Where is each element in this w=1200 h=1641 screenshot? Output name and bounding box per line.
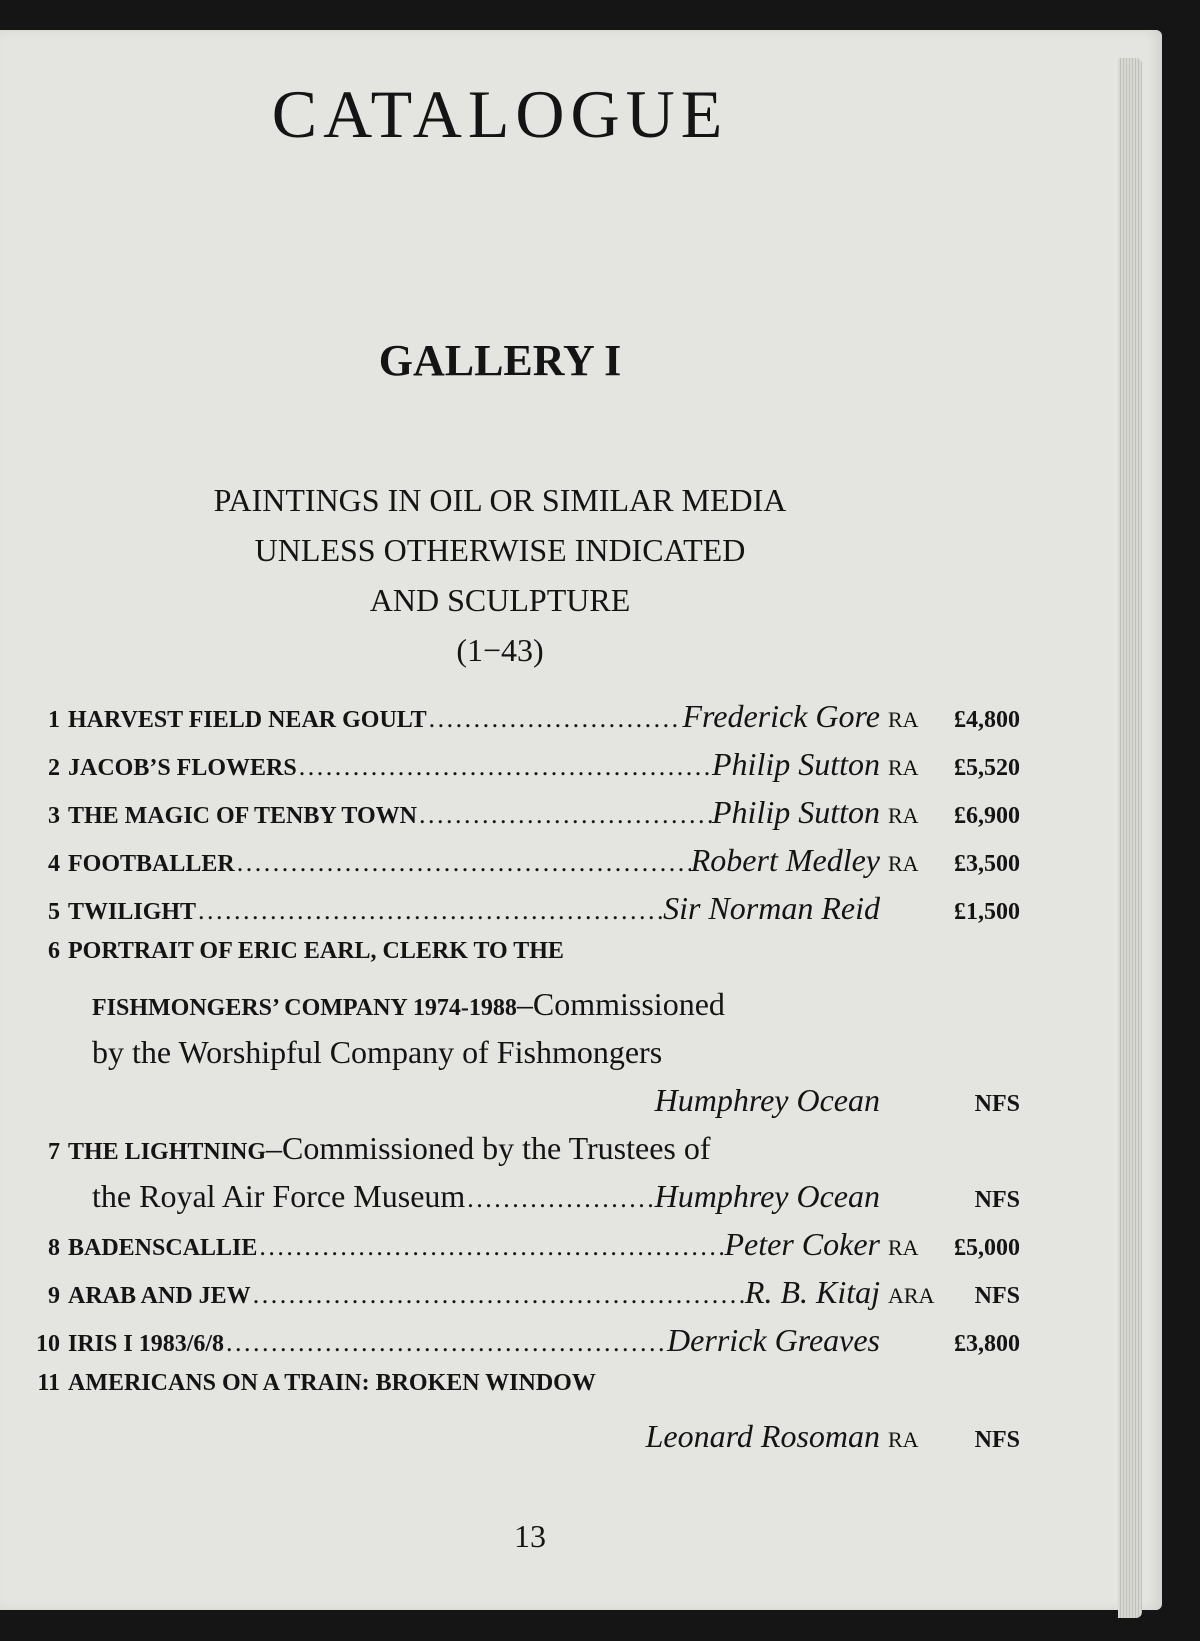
entry-price: £1,500 (954, 899, 1020, 925)
entry-artist: Derrick Greaves (667, 1322, 880, 1358)
entry-number: 8 (48, 1235, 60, 1261)
dot-leader (251, 1280, 745, 1310)
entry-rank: RA (888, 851, 919, 876)
list-item-continuation (92, 1418, 1020, 1462)
entry-artist: Frederick Gore (682, 698, 880, 734)
entry-artist: R. B. Kitaj (744, 1274, 880, 1310)
page-title: CATALOGUE (271, 76, 729, 152)
list-item (30, 698, 1020, 742)
list-item (30, 794, 1020, 838)
entry-rank: RA (888, 755, 919, 780)
entry-rank: RA (888, 1427, 919, 1452)
dot-leader (417, 800, 712, 830)
entry-note: by the Worshipful Company of Fishmongers (92, 1034, 663, 1070)
entry-note: –Commissioned (516, 986, 725, 1022)
entry-number: 4 (48, 851, 60, 877)
list-item (30, 1322, 1020, 1366)
dot-leader (427, 704, 683, 734)
entry-artist: Peter Coker (724, 1226, 880, 1262)
entry-number: 5 (48, 899, 60, 925)
list-item (30, 890, 1020, 934)
list-item (30, 938, 1020, 982)
dot-leader (465, 1184, 654, 1214)
subtitle-line: (1−43) (456, 632, 544, 668)
entry-title: THE MAGIC OF TENBY TOWN (68, 803, 417, 829)
list-item-continuation (92, 1082, 1020, 1126)
entry-price: £6,900 (954, 803, 1020, 829)
entry-artist: Philip Sutton (712, 794, 880, 830)
list-item (30, 1274, 1020, 1318)
entry-title: HARVEST FIELD NEAR GOULT (68, 707, 427, 733)
entry-price: NFS (974, 1187, 1020, 1213)
entry-rank: RA (888, 1235, 919, 1260)
entry-title: IRIS I 1983/6/8 (68, 1331, 225, 1357)
entry-price: £3,500 (954, 851, 1020, 877)
entry-number: 11 (37, 1370, 60, 1396)
list-item (30, 842, 1020, 886)
gallery-heading: GALLERY I (378, 336, 622, 385)
entry-title: THE LIGHTNING (68, 1139, 267, 1165)
entry-artist: Sir Norman Reid (663, 890, 880, 926)
list-item-continuation (92, 1034, 1020, 1078)
entry-artist: Leonard Rosoman (645, 1418, 880, 1454)
entry-price: NFS (974, 1091, 1020, 1117)
dot-leader (257, 1232, 724, 1262)
entry-artist: Humphrey Ocean (654, 1082, 880, 1118)
entry-note: the Royal Air Force Museum (92, 1178, 466, 1214)
list-item-continuation (92, 986, 1020, 1030)
list-item (30, 1130, 1020, 1174)
dot-leader (297, 752, 712, 782)
entry-rank: ARA (888, 1283, 935, 1308)
entry-rank: RA (888, 707, 919, 732)
list-item (30, 746, 1020, 790)
entry-price: NFS (974, 1427, 1020, 1453)
dot-leader (224, 1328, 667, 1358)
subtitle-line: AND SCULPTURE (369, 582, 631, 618)
catalogue-page (0, 30, 1162, 1610)
dot-leader (235, 848, 691, 878)
page-number: 13 (514, 1518, 546, 1554)
entry-rank: RA (888, 803, 919, 828)
subtitle-line: UNLESS OTHERWISE INDICATED (254, 532, 746, 568)
list-item (30, 1370, 1020, 1414)
entry-number: 2 (48, 755, 60, 781)
entry-number: 1 (48, 707, 60, 733)
entry-note: –Commissioned by the Trustees of (266, 1130, 711, 1166)
entry-title: ARAB AND JEW (68, 1283, 251, 1309)
subtitle-line: PAINTINGS IN OIL OR SIMILAR MEDIA (213, 482, 787, 518)
section-subtitle (0, 475, 1000, 675)
list-item (30, 1226, 1020, 1270)
list-item-continuation (92, 1178, 1020, 1222)
entry-artist: Robert Medley (690, 842, 880, 878)
entry-number: 7 (48, 1139, 60, 1165)
entry-price: NFS (974, 1283, 1020, 1309)
entry-title: TWILIGHT (68, 899, 197, 925)
entry-title: BADENSCALLIE (68, 1235, 258, 1261)
entry-title: PORTRAIT OF ERIC EARL, CLERK TO THE (68, 938, 564, 964)
entry-title: FOOTBALLER (68, 851, 235, 877)
entry-price: £5,000 (954, 1235, 1020, 1261)
entry-number: 10 (36, 1331, 60, 1357)
entry-artist: Philip Sutton (712, 746, 880, 782)
entry-artist: Humphrey Ocean (654, 1178, 880, 1214)
entry-number: 9 (48, 1283, 60, 1309)
page-edges (1118, 58, 1142, 1618)
entry-price: £4,800 (954, 707, 1020, 733)
entry-price: £3,800 (954, 1331, 1020, 1357)
entry-title: FISHMONGERS’ COMPANY 1974-1988 (92, 995, 517, 1021)
entry-title: JACOB’S FLOWERS (68, 755, 297, 781)
entry-price: £5,520 (954, 755, 1020, 781)
entry-number: 6 (48, 938, 60, 964)
entry-number: 3 (48, 803, 60, 829)
entry-title: AMERICANS ON A TRAIN: BROKEN WINDOW (68, 1370, 596, 1396)
dot-leader (196, 896, 663, 926)
